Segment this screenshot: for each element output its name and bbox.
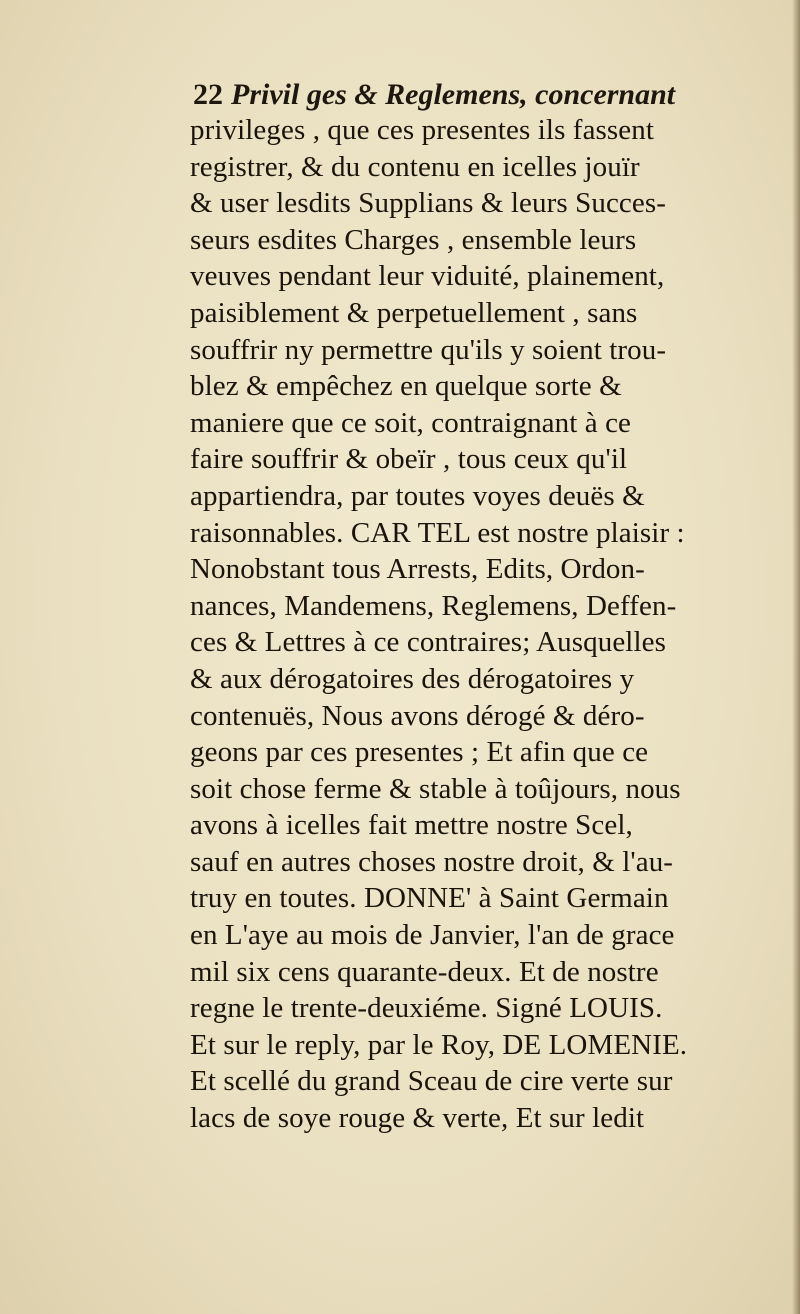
text-line: appartiendra, par toutes voyes deuës &: [190, 479, 645, 512]
text-line: registrer, & du contenu en icelles jouïr: [190, 150, 640, 183]
text-line: lacs de soye rouge & verte, Et sur ledit: [190, 1102, 645, 1135]
running-title: Privil ges & Reglemens, concernant: [231, 78, 676, 111]
text-line: avons à icelles fait mettre nostre Scel,: [190, 809, 633, 842]
running-header: [193, 74, 713, 116]
text-line: Nonobstant tous Arrests, Edits, Ordon-: [190, 553, 645, 586]
text-line: mil six cens quarante-deux. Et de nostre: [190, 955, 659, 988]
text-line: faire souffrir & obeïr , tous ceux qu'il: [190, 443, 628, 476]
text-line: regne le trente-deuxiéme. Signé LOUIS.: [190, 992, 663, 1025]
text-line: Et scellé du grand Sceau de cire verte sur: [190, 1065, 673, 1098]
text-line: nances, Mandemens, Reglemens, Deffen-: [190, 589, 677, 622]
text-line: & aux dérogatoires des dérogatoires y: [190, 662, 635, 695]
text-line: blez & empêchez en quelque sorte &: [190, 370, 622, 403]
text-line: soit chose ferme & stable à toûjours, nous: [190, 772, 681, 805]
page-edge-shadow: [792, 0, 800, 1314]
text-line: souffrir ny permettre qu'ils y soient trou-: [190, 333, 667, 366]
text-line: paisiblement & perpetuellement , sans: [190, 296, 638, 329]
page-number: 22: [193, 78, 223, 111]
body-text: [190, 112, 730, 1137]
text-line: geons par ces presentes ; Et afin que ce: [190, 736, 649, 769]
text-line: seurs esdites Charges , ensemble leurs: [190, 223, 637, 256]
text-line: contenuës, Nous avons dérogé & déro-: [190, 699, 645, 732]
text-line: veuves pendant leur viduité, plainement,: [190, 260, 665, 293]
text-line: maniere que ce soit, contraignant à ce: [190, 406, 632, 439]
text-line: & user lesdits Supplians & leurs Succes-: [190, 187, 667, 220]
text-line: privileges , que ces presentes ils fassent: [190, 114, 655, 146]
text-line: Et sur le reply, par le Roy, DE LOMENIE.: [190, 1028, 688, 1061]
text-line: truy en toutes. DONNE' à Saint Germain: [190, 882, 669, 915]
text-line: sauf en autres choses nostre droit, & l'au-: [190, 845, 674, 878]
text-line: raisonnables. CAR TEL est nostre plaisir :: [190, 516, 685, 549]
text-line: ces & Lettres à ce contraires; Ausquelles: [190, 626, 666, 659]
text-line: en L'aye au mois de Janvier, l'an de grace: [190, 919, 675, 952]
